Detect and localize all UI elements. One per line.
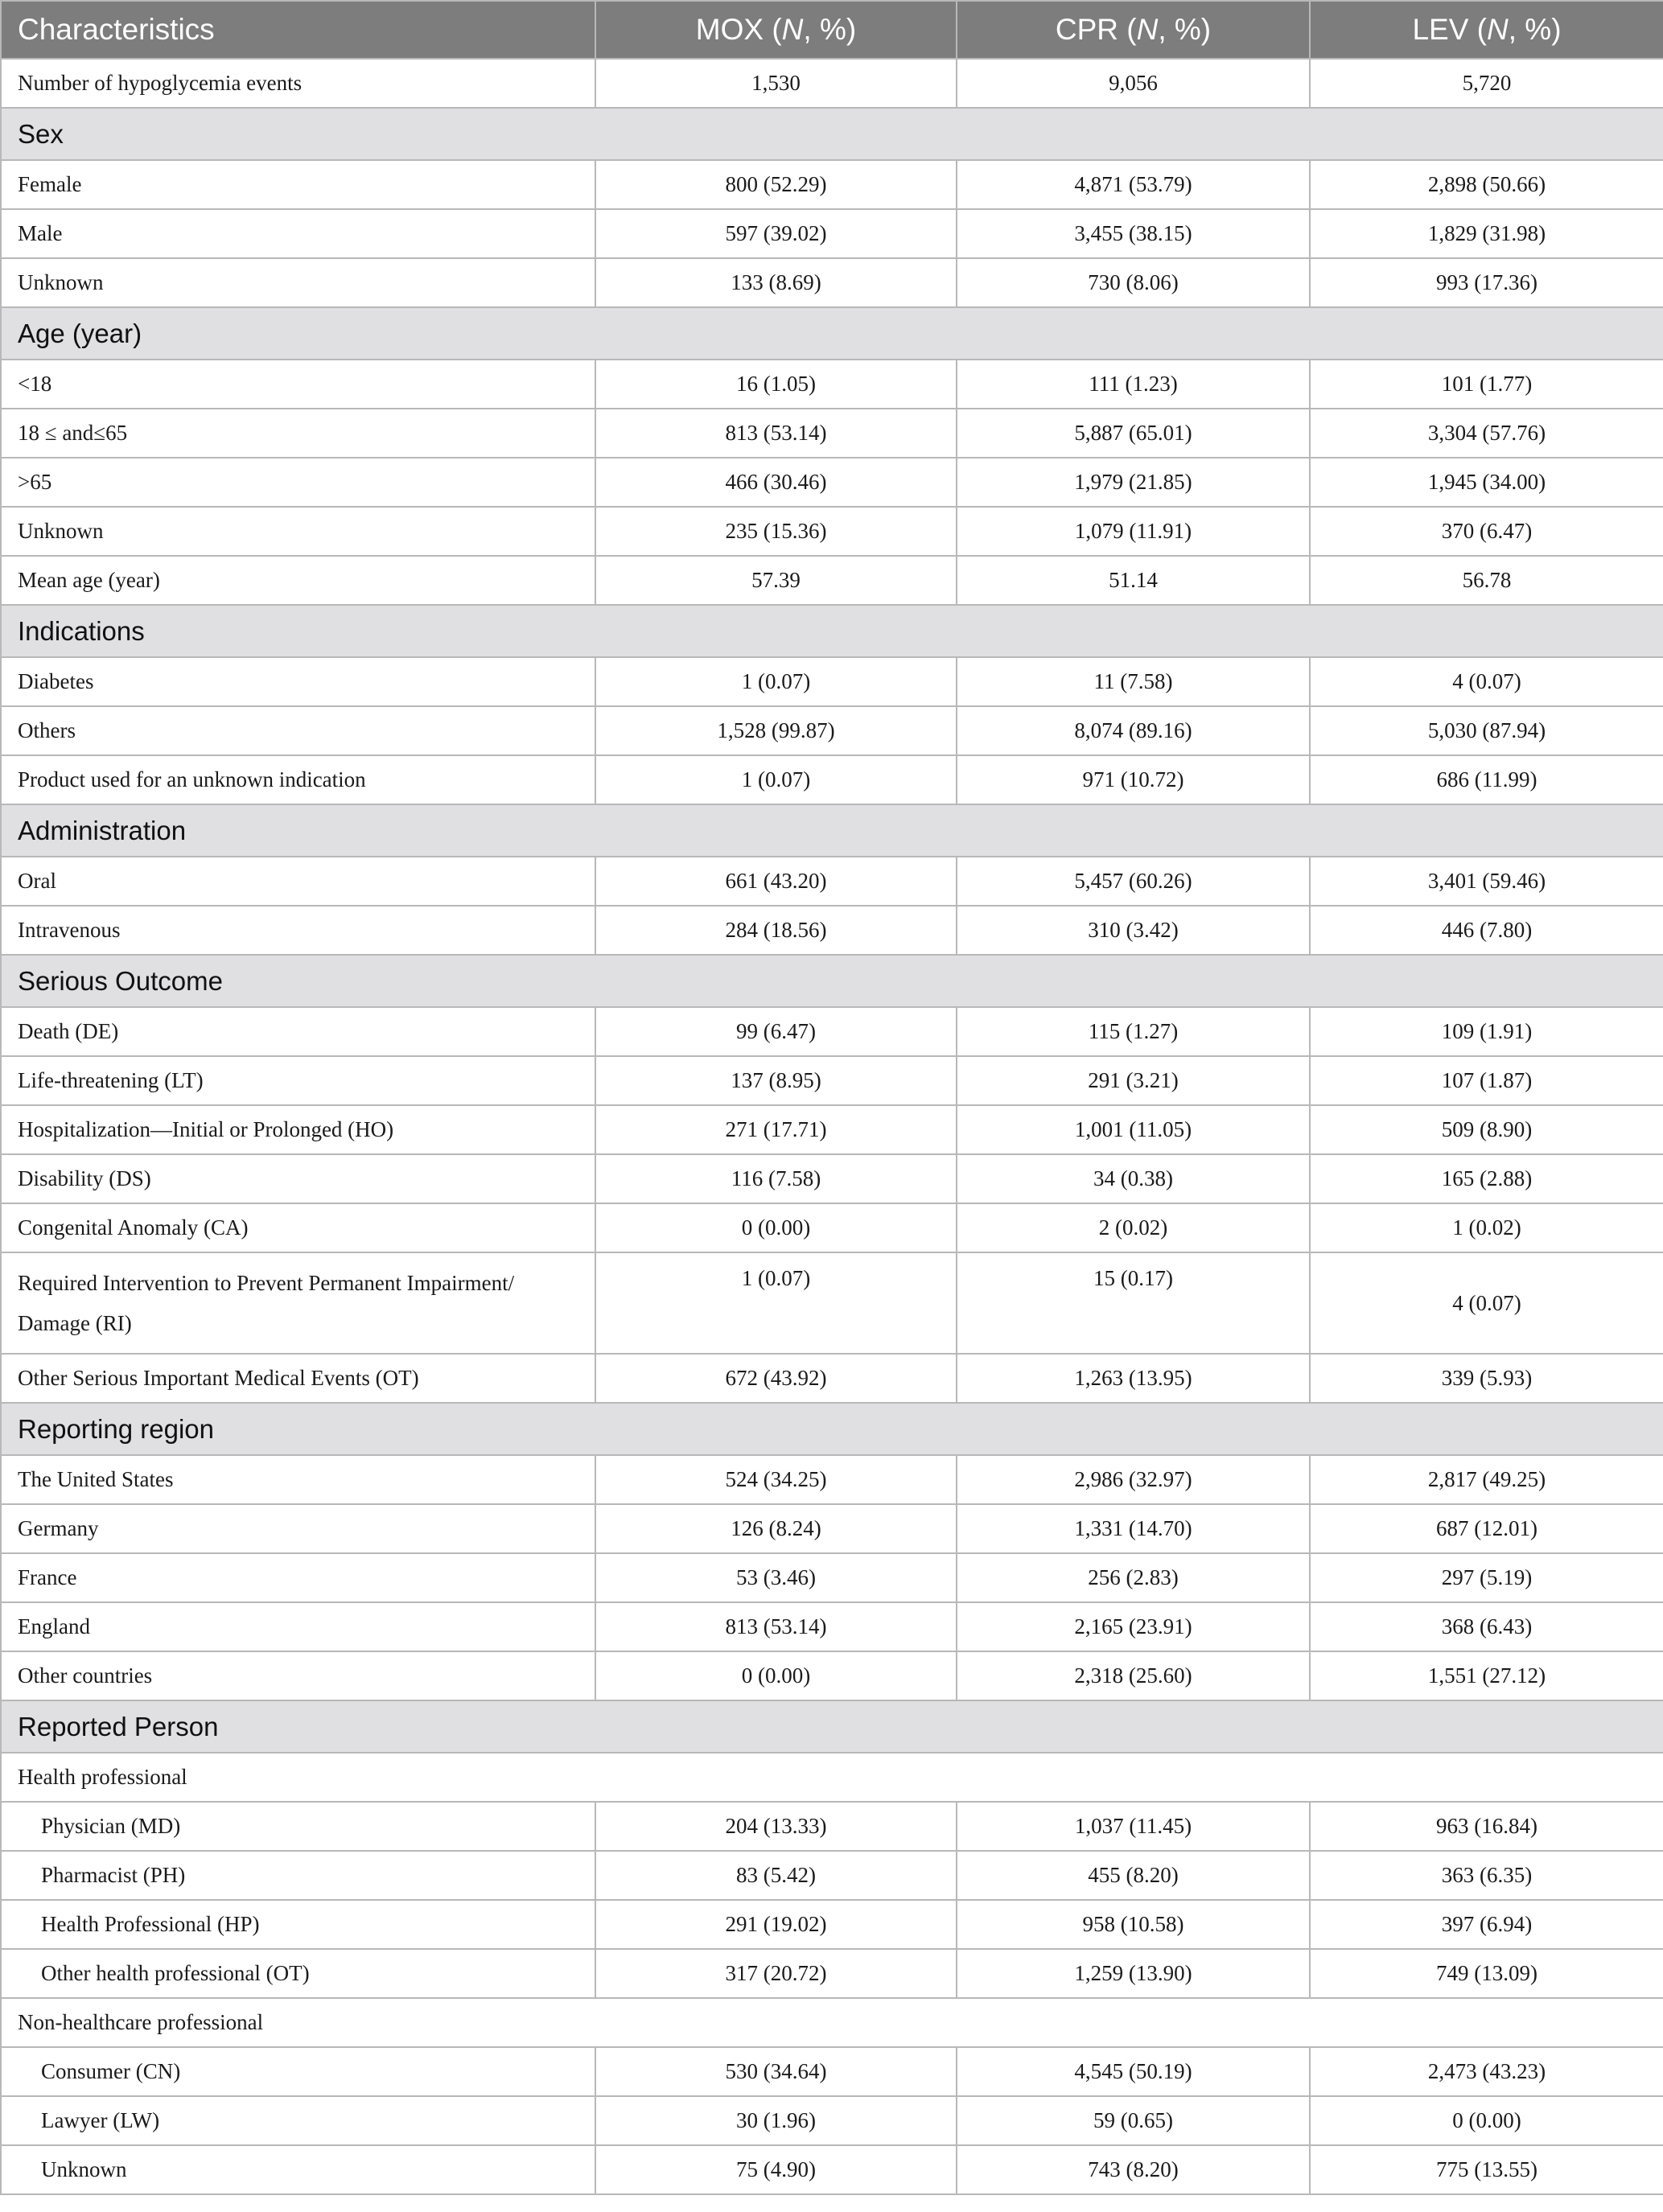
cell-mox: 0 (0.00) <box>595 1651 957 1700</box>
row-label: >65 <box>1 458 595 507</box>
table-row <box>1 1553 1663 1602</box>
header-mox-code: MOX <box>695 13 764 46</box>
table-row <box>1 1455 1663 1504</box>
row-label: Lawyer (LW) <box>1 2096 595 2145</box>
section-title: Administration <box>1 804 1663 857</box>
cell-cpr: 34 (0.38) <box>957 1154 1310 1203</box>
row-label: <18 <box>1 360 595 409</box>
table-row <box>1 1900 1663 1949</box>
table-row <box>1 59 1663 108</box>
table-row <box>1 1252 1663 1354</box>
table-row <box>1 755 1663 804</box>
row-label: Disability (DS) <box>1 1154 595 1203</box>
cell-cpr: 1,001 (11.05) <box>957 1105 1310 1154</box>
section-header-row <box>1 307 1663 360</box>
header-lev: LEV (N, %) <box>1310 1 1663 59</box>
cell-lev: 2,817 (49.25) <box>1310 1455 1663 1504</box>
cell-cpr: 455 (8.20) <box>957 1851 1310 1900</box>
section-header-row <box>1 605 1663 657</box>
row-label-line-2: Damage (RI) <box>18 1311 132 1335</box>
table-row <box>1 556 1663 605</box>
subgroup-row <box>1 1998 1663 2047</box>
row-label: Others <box>1 706 595 755</box>
cell-mox: 466 (30.46) <box>595 458 957 507</box>
cell-lev: 1,945 (34.00) <box>1310 458 1663 507</box>
cell-cpr: 1,037 (11.45) <box>957 1802 1310 1851</box>
table-row <box>1 458 1663 507</box>
cell-mox: 1 (0.07) <box>595 1252 957 1354</box>
cell-lev: 1 (0.02) <box>1310 1203 1663 1252</box>
cell-mox: 30 (1.96) <box>595 2096 957 2145</box>
table-row <box>1 1504 1663 1553</box>
header-mox: MOX (N, %) <box>595 1 957 59</box>
cell-cpr: 2,165 (23.91) <box>957 1602 1310 1651</box>
cell-mox: 1 (0.07) <box>595 657 957 706</box>
cell-lev: 1,829 (31.98) <box>1310 209 1663 258</box>
cell-cpr: 5,887 (65.01) <box>957 409 1310 458</box>
section-title: Reported Person <box>1 1700 1663 1753</box>
row-label <box>1 1252 595 1354</box>
cell-mox: 75 (4.90) <box>595 2145 957 2194</box>
table-row <box>1 1802 1663 1851</box>
cell-lev: 56.78 <box>1310 556 1663 605</box>
header-mox-stat: , % <box>803 13 846 46</box>
cell-lev: 749 (13.09) <box>1310 1949 1663 1998</box>
section-title: Sex <box>1 108 1663 160</box>
cell-lev: 339 (5.93) <box>1310 1354 1663 1403</box>
section-header-row <box>1 955 1663 1007</box>
cell-mox: 1,530 <box>595 59 957 108</box>
cell-lev: 297 (5.19) <box>1310 1553 1663 1602</box>
row-label: Number of hypoglycemia events <box>1 59 595 108</box>
table-row <box>1 2145 1663 2194</box>
table-row <box>1 906 1663 955</box>
row-label: France <box>1 1553 595 1602</box>
cell-mox: 53 (3.46) <box>595 1553 957 1602</box>
cell-lev: 101 (1.77) <box>1310 360 1663 409</box>
cell-cpr: 1,259 (13.90) <box>957 1949 1310 1998</box>
cell-cpr: 5,457 (60.26) <box>957 857 1310 906</box>
table-row <box>1 2096 1663 2145</box>
cell-mox: 661 (43.20) <box>595 857 957 906</box>
table-row <box>1 1949 1663 1998</box>
header-lev-code: LEV <box>1412 13 1469 46</box>
subgroup-title: Health professional <box>1 1753 1663 1802</box>
header-mox-n: N <box>781 13 804 46</box>
row-label: Congenital Anomaly (CA) <box>1 1203 595 1252</box>
cell-mox: 284 (18.56) <box>595 906 957 955</box>
row-label: Diabetes <box>1 657 595 706</box>
section-header-row <box>1 1403 1663 1455</box>
table-row <box>1 1354 1663 1403</box>
row-label: Physician (MD) <box>1 1802 595 1851</box>
cell-lev: 368 (6.43) <box>1310 1602 1663 1651</box>
cell-lev: 107 (1.87) <box>1310 1056 1663 1105</box>
row-label: Health Professional (HP) <box>1 1900 595 1949</box>
table-row <box>1 360 1663 409</box>
cell-lev: 963 (16.84) <box>1310 1802 1663 1851</box>
cell-mox: 800 (52.29) <box>595 160 957 209</box>
row-label: 18 ≤ and≤65 <box>1 409 595 458</box>
header-lev-n: N <box>1487 13 1509 46</box>
cell-mox: 57.39 <box>595 556 957 605</box>
section-title: Reporting region <box>1 1403 1663 1455</box>
table-row <box>1 1851 1663 1900</box>
row-label: Unknown <box>1 2145 595 2194</box>
row-label: Germany <box>1 1504 595 1553</box>
row-label: England <box>1 1602 595 1651</box>
row-label: Mean age (year) <box>1 556 595 605</box>
table-row <box>1 2047 1663 2096</box>
cell-cpr: 958 (10.58) <box>957 1900 1310 1949</box>
cell-lev: 363 (6.35) <box>1310 1851 1663 1900</box>
header-lev-stat: , % <box>1508 13 1552 46</box>
cell-lev: 1,551 (27.12) <box>1310 1651 1663 1700</box>
cell-cpr: 291 (3.21) <box>957 1056 1310 1105</box>
cell-cpr: 310 (3.42) <box>957 906 1310 955</box>
cell-mox: 530 (34.64) <box>595 2047 957 2096</box>
table-body <box>1 59 1663 2194</box>
cell-lev: 3,401 (59.46) <box>1310 857 1663 906</box>
cell-mox: 126 (8.24) <box>595 1504 957 1553</box>
table-row <box>1 507 1663 556</box>
cell-lev: 2,473 (43.23) <box>1310 2047 1663 2096</box>
row-label: Unknown <box>1 258 595 307</box>
cell-cpr: 4,545 (50.19) <box>957 2047 1310 2096</box>
cell-lev: 686 (11.99) <box>1310 755 1663 804</box>
row-label-line-1: Required Intervention to Prevent Permanent Impairment/ <box>18 1271 515 1295</box>
row-label: Intravenous <box>1 906 595 955</box>
section-header-row <box>1 108 1663 160</box>
cell-cpr: 15 (0.17) <box>957 1252 1310 1354</box>
cell-cpr: 1,079 (11.91) <box>957 507 1310 556</box>
header-cpr: CPR (N, %) <box>957 1 1310 59</box>
cell-mox: 317 (20.72) <box>595 1949 957 1998</box>
cell-cpr: 971 (10.72) <box>957 755 1310 804</box>
cell-mox: 116 (7.58) <box>595 1154 957 1203</box>
table-row <box>1 1154 1663 1203</box>
header-cpr-code: CPR <box>1055 13 1118 46</box>
cell-cpr: 9,056 <box>957 59 1310 108</box>
table-row <box>1 1056 1663 1105</box>
row-label: Other countries <box>1 1651 595 1700</box>
cell-cpr: 1,331 (14.70) <box>957 1504 1310 1553</box>
cell-cpr: 11 (7.58) <box>957 657 1310 706</box>
cell-lev: 2,898 (50.66) <box>1310 160 1663 209</box>
cell-lev: 4 (0.07) <box>1310 657 1663 706</box>
row-label: The United States <box>1 1455 595 1504</box>
cell-mox: 271 (17.71) <box>595 1105 957 1154</box>
cell-cpr: 730 (8.06) <box>957 258 1310 307</box>
row-label: Death (DE) <box>1 1007 595 1056</box>
cell-lev: 446 (7.80) <box>1310 906 1663 955</box>
cell-cpr: 8,074 (89.16) <box>957 706 1310 755</box>
cell-lev: 509 (8.90) <box>1310 1105 1663 1154</box>
cell-mox: 1 (0.07) <box>595 755 957 804</box>
cell-cpr: 115 (1.27) <box>957 1007 1310 1056</box>
cell-lev: 165 (2.88) <box>1310 1154 1663 1203</box>
table-row <box>1 1602 1663 1651</box>
table-header <box>1 1 1663 59</box>
cell-cpr: 2 (0.02) <box>957 1203 1310 1252</box>
cell-mox: 524 (34.25) <box>595 1455 957 1504</box>
cell-mox: 672 (43.92) <box>595 1354 957 1403</box>
row-label: Unknown <box>1 507 595 556</box>
cell-mox: 813 (53.14) <box>595 409 957 458</box>
cell-lev: 109 (1.91) <box>1310 1007 1663 1056</box>
row-label: Other health professional (OT) <box>1 1949 595 1998</box>
section-title: Serious Outcome <box>1 955 1663 1007</box>
subgroup-title: Non-healthcare professional <box>1 1998 1663 2047</box>
header-cpr-n: N <box>1136 13 1159 46</box>
cell-cpr: 1,263 (13.95) <box>957 1354 1310 1403</box>
cell-cpr: 51.14 <box>957 556 1310 605</box>
cell-cpr: 1,979 (21.85) <box>957 458 1310 507</box>
cell-lev: 5,030 (87.94) <box>1310 706 1663 755</box>
cell-mox: 99 (6.47) <box>595 1007 957 1056</box>
row-label: Pharmacist (PH) <box>1 1851 595 1900</box>
table-row <box>1 1105 1663 1154</box>
cell-mox: 597 (39.02) <box>595 209 957 258</box>
table-row <box>1 1203 1663 1252</box>
row-label: Male <box>1 209 595 258</box>
header-row <box>1 1 1663 59</box>
table-row <box>1 209 1663 258</box>
section-title: Indications <box>1 605 1663 657</box>
cell-lev: 3,304 (57.76) <box>1310 409 1663 458</box>
cell-mox: 204 (13.33) <box>595 1802 957 1851</box>
cell-cpr: 743 (8.20) <box>957 2145 1310 2194</box>
row-label: Product used for an unknown indication <box>1 755 595 804</box>
cell-cpr: 59 (0.65) <box>957 2096 1310 2145</box>
row-label: Hospitalization—Initial or Prolonged (HO) <box>1 1105 595 1154</box>
cell-mox: 0 (0.00) <box>595 1203 957 1252</box>
table-row <box>1 258 1663 307</box>
cell-cpr: 111 (1.23) <box>957 360 1310 409</box>
table-row <box>1 706 1663 755</box>
cell-lev: 775 (13.55) <box>1310 2145 1663 2194</box>
section-title: Age (year) <box>1 307 1663 360</box>
cell-cpr: 2,318 (25.60) <box>957 1651 1310 1700</box>
table-row <box>1 1007 1663 1056</box>
cell-lev: 993 (17.36) <box>1310 258 1663 307</box>
cell-mox: 1,528 (99.87) <box>595 706 957 755</box>
cell-lev: 0 (0.00) <box>1310 2096 1663 2145</box>
cell-mox: 83 (5.42) <box>595 1851 957 1900</box>
cell-mox: 813 (53.14) <box>595 1602 957 1651</box>
cell-lev: 4 (0.07) <box>1310 1252 1663 1354</box>
table-row <box>1 1651 1663 1700</box>
cell-lev: 370 (6.47) <box>1310 507 1663 556</box>
cell-cpr: 256 (2.83) <box>957 1553 1310 1602</box>
table-row <box>1 160 1663 209</box>
subgroup-row <box>1 1753 1663 1802</box>
row-label: Life-threatening (LT) <box>1 1056 595 1105</box>
cell-lev: 687 (12.01) <box>1310 1504 1663 1553</box>
cell-mox: 291 (19.02) <box>595 1900 957 1949</box>
section-header-row <box>1 804 1663 857</box>
cell-lev: 397 (6.94) <box>1310 1900 1663 1949</box>
cell-cpr: 4,871 (53.79) <box>957 160 1310 209</box>
cell-mox: 133 (8.69) <box>595 258 957 307</box>
table-row <box>1 409 1663 458</box>
cell-mox: 137 (8.95) <box>595 1056 957 1105</box>
cell-lev: 5,720 <box>1310 59 1663 108</box>
row-label: Oral <box>1 857 595 906</box>
header-cpr-stat: , % <box>1158 13 1201 46</box>
cell-mox: 16 (1.05) <box>595 360 957 409</box>
row-label: Female <box>1 160 595 209</box>
row-label: Other Serious Important Medical Events (OT) <box>1 1354 595 1403</box>
cell-cpr: 2,986 (32.97) <box>957 1455 1310 1504</box>
section-header-row <box>1 1700 1663 1753</box>
header-characteristics: Characteristics <box>1 1 595 59</box>
table-row <box>1 657 1663 706</box>
cell-cpr: 3,455 (38.15) <box>957 209 1310 258</box>
table-row <box>1 857 1663 906</box>
row-label: Consumer (CN) <box>1 2047 595 2096</box>
cell-mox: 235 (15.36) <box>595 507 957 556</box>
